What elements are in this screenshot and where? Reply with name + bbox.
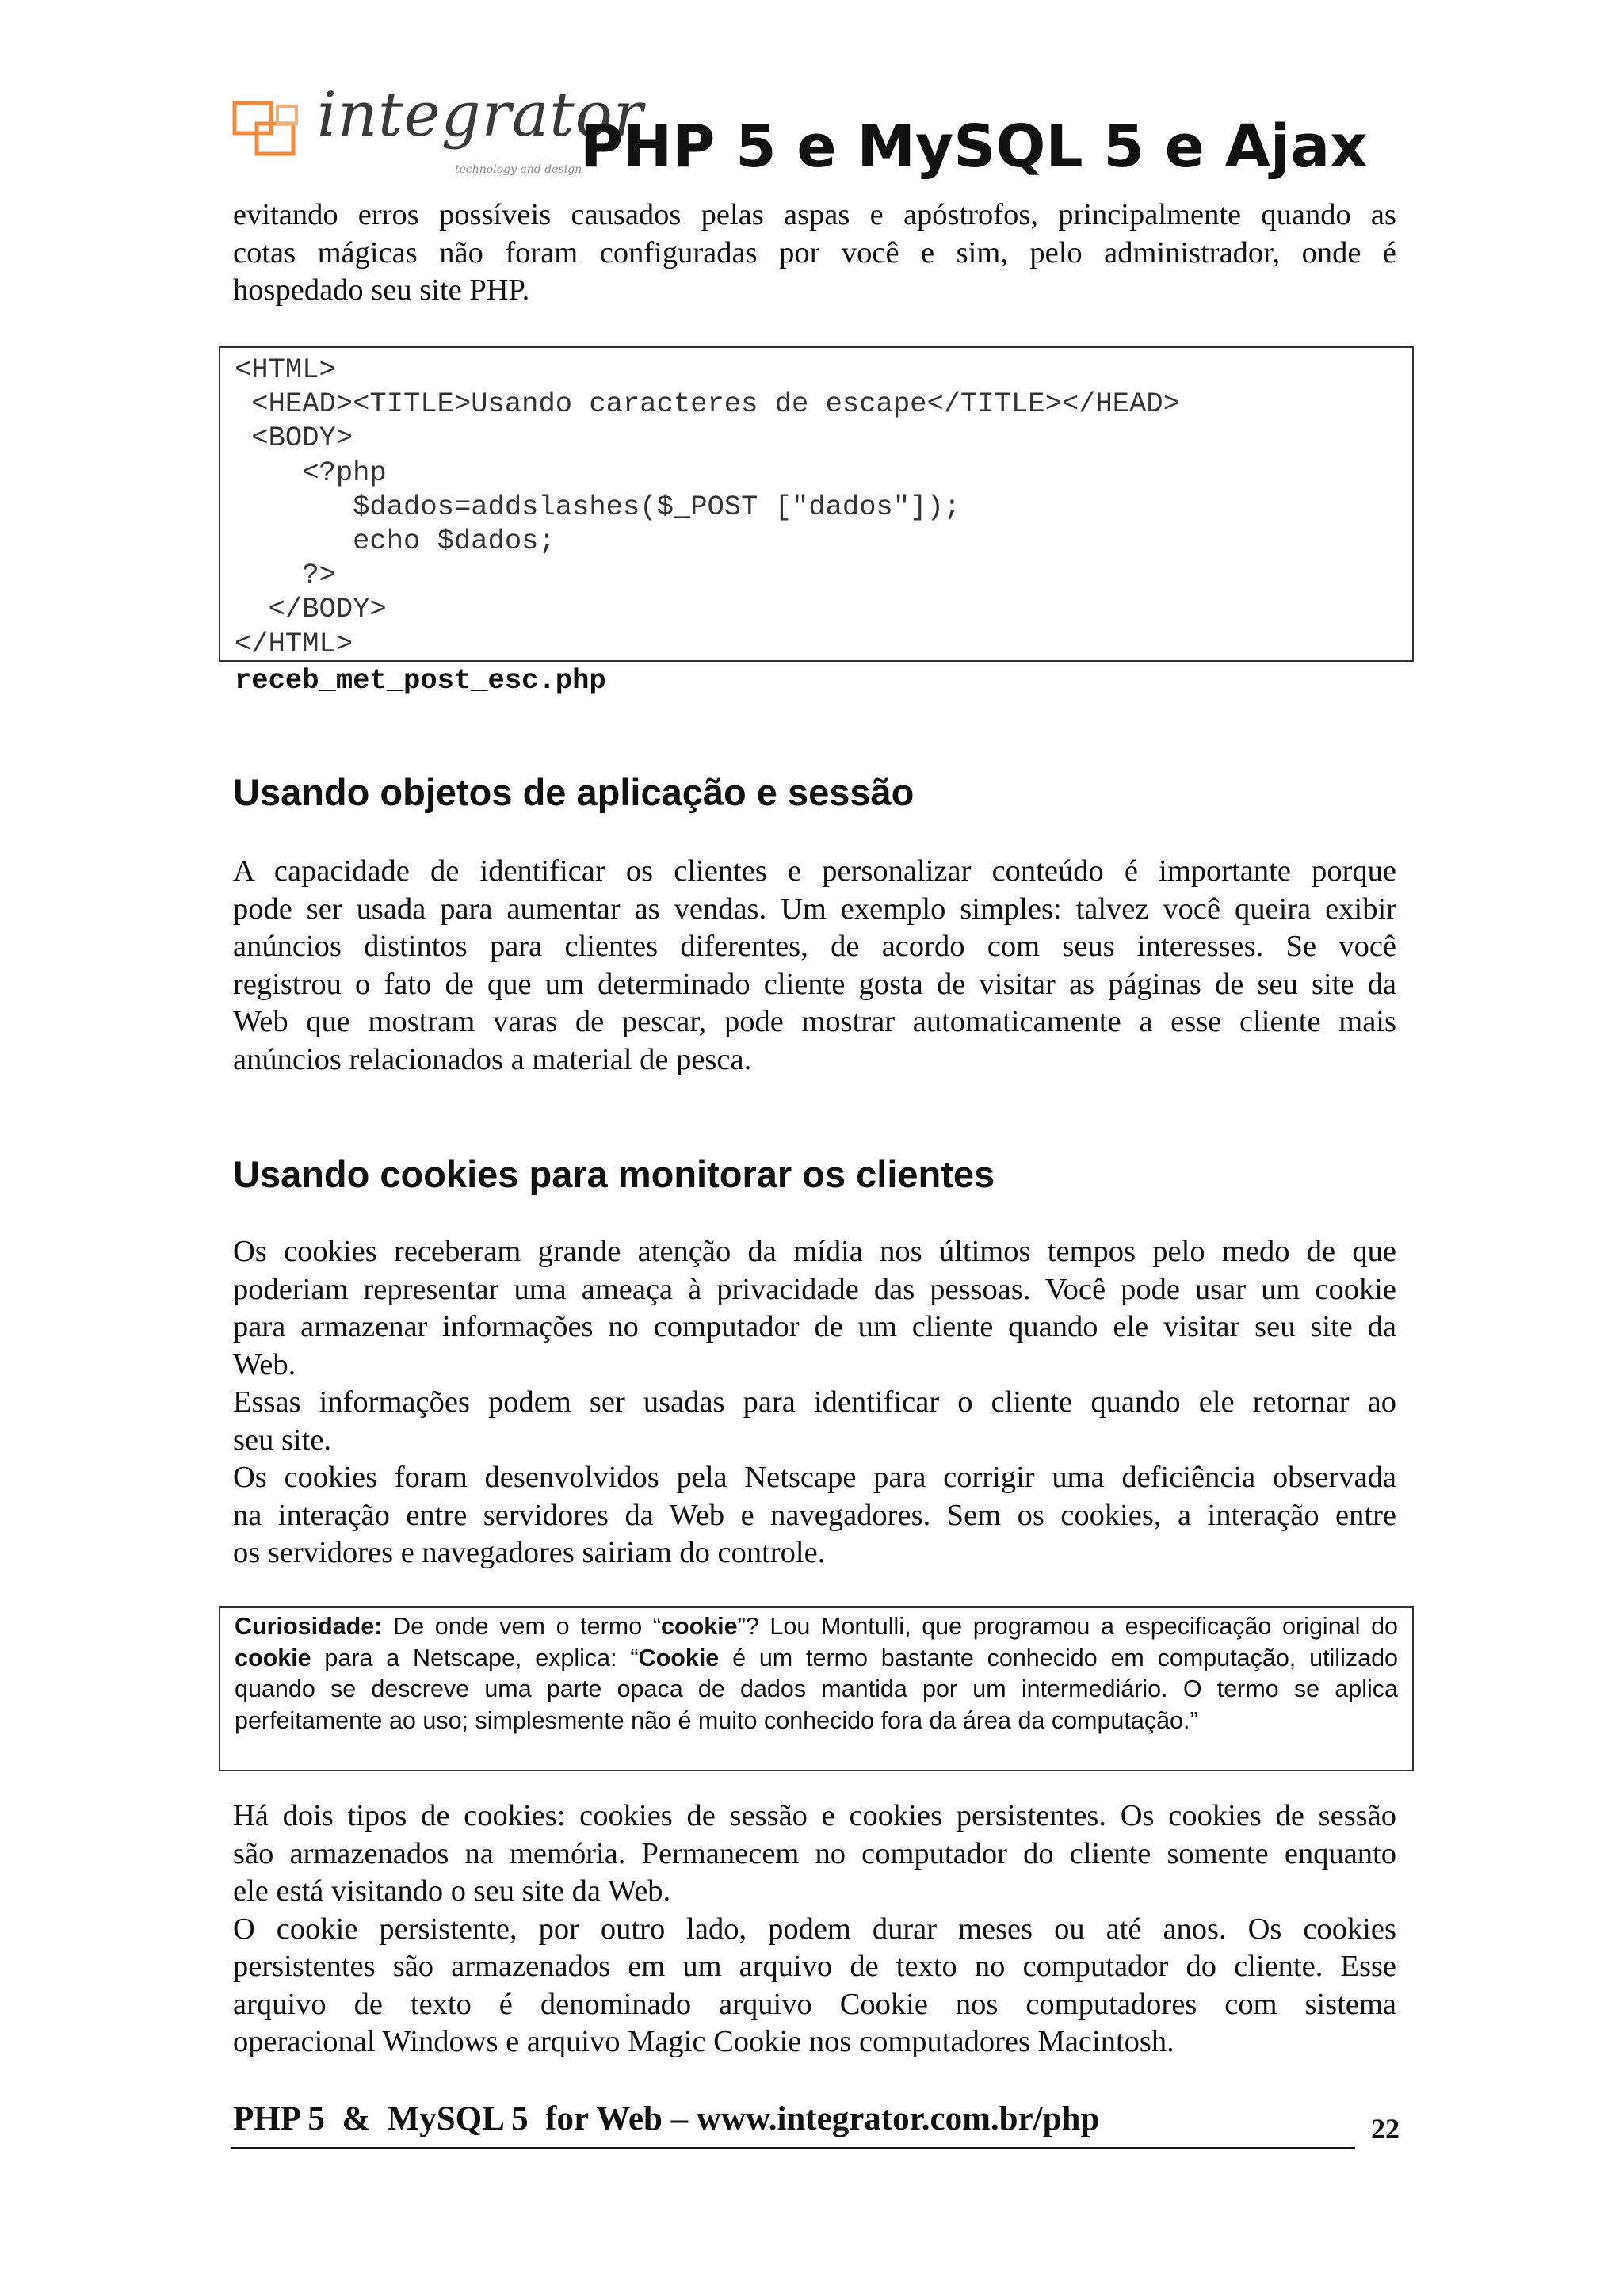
- section-heading-application-session: Usando objetos de aplicação e sessão: [233, 771, 915, 813]
- document-title: PHP 5 e MySQL 5 e Ajax: [580, 113, 1368, 181]
- paragraph-line: pode ser usada para aumentar as vendas. Um exemplo simples: talvez você queira exibir: [233, 892, 1396, 926]
- intro-line: cotas mágicas não foram configuradas por você e sim, pelo administrador, onde é: [233, 235, 1396, 269]
- paragraph-line: registrou o fato de que um determinado cliente gosta de visitar as páginas de seu site da: [233, 967, 1396, 1001]
- paragraph-line: Web que mostram varas de pescar, pode mostrar automaticamente a esse cliente mais: [233, 1005, 1396, 1038]
- curiosity-note-box: [219, 1606, 1414, 1771]
- paragraph-line: Web.: [233, 1347, 296, 1381]
- paragraph-line: são armazenados na memória. Permanecem no computador do cliente somente enquanto: [233, 1836, 1396, 1870]
- paragraph-line: Há dois tipos de cookies: cookies de sessão e cookies persistentes. Os cookies de sessão: [233, 1799, 1396, 1832]
- note-text: para a Netscape, explica: “: [311, 1644, 639, 1671]
- note-bold-term: Cookie: [638, 1644, 720, 1671]
- intro-paragraph: [233, 197, 1396, 310]
- paragraph-line: anúncios relacionados a material de pesca.: [233, 1042, 752, 1076]
- paragraph-line: para armazenar informações no computador de um cliente quando ele visitar seu site da: [233, 1310, 1396, 1343]
- curiosity-label: Curiosidade:: [235, 1613, 383, 1640]
- paragraph-line: operacional Windows e arquivo Magic Cookie nos computadores Macintosh.: [233, 2025, 1174, 2058]
- footer-divider: [231, 2147, 1355, 2149]
- paragraph-line: os servidores e navegadores sairiam do controle.: [233, 1536, 826, 1569]
- curiosity-note-text: [235, 1611, 1398, 1736]
- section2-paragraph: [233, 1233, 1396, 1572]
- note-text: De onde vem o termo “: [382, 1613, 661, 1640]
- paragraph-line: na interação entre servidores da Web e navegadores. Sem os cookies, a interação entre: [233, 1498, 1396, 1532]
- paragraph-line: poderiam representar uma ameaça à privacidade das pessoas. Você pode usar um cookie: [233, 1272, 1396, 1306]
- paragraph-line: ele está visitando o seu site da Web.: [233, 1874, 671, 1908]
- paragraph-line: anúncios distintos para clientes diferentes, de acordo com seus interesses. Se você: [233, 930, 1396, 963]
- intro-line: evitando erros possíveis causados pelas aspas e apóstrofos, principalmente quando as: [233, 198, 1396, 231]
- paragraph-line: arquivo de texto é denominado arquivo Cookie nos computadores com sistema: [233, 1987, 1396, 2021]
- section-heading-cookies: Usando cookies para monitorar os clientes: [233, 1153, 995, 1195]
- note-text: é um termo bastante conhecido em computação, utilizado quando se descreve uma parte opaca de dados mantida por um intermediário. O termo se aplica perfeitamente ao uso; simplesmente não é muito conhecido fora da área da computação.”: [235, 1644, 1398, 1734]
- code-listing: <HTML> <HEAD><TITLE>Usando caracteres de escape</TITLE></HEAD> <BODY> <?php $dados=addslashes($_POST ["dados"]); echo $dados; ?> </BODY> </HTML>: [235, 353, 1180, 660]
- paragraph-line: seu site.: [233, 1423, 332, 1457]
- intro-line: hospedado seu site PHP.: [233, 273, 530, 307]
- footer-text: PHP 5 & MySQL 5 for Web – www.integrator.com.br/php: [233, 2100, 1100, 2137]
- page-number: 22: [1371, 2113, 1400, 2145]
- paragraph-line: persistentes são armazenados em um arquivo de texto no computador do cliente. Esse: [233, 1950, 1396, 1983]
- paragraph-line: A capacidade de identificar os clientes e personalizar conteúdo é importante porque: [233, 854, 1396, 888]
- paragraph-line: O cookie persistente, por outro lado, podem durar meses ou até anos. Os cookies: [233, 1912, 1396, 1946]
- integrator-logo: [231, 79, 643, 184]
- note-text: ”? Lou Montulli, que programou a especificação original do: [737, 1613, 1398, 1640]
- paragraph-line: Os cookies receberam grande atenção da mídia nos últimos tempos pelo medo de que: [233, 1235, 1396, 1268]
- code-filename-caption: receb_met_post_esc.php: [235, 664, 606, 697]
- section1-paragraph: [233, 853, 1396, 1079]
- section3-paragraph: [233, 1797, 1396, 2061]
- note-bold-term: cookie: [235, 1644, 311, 1671]
- code-listing-box: [219, 346, 1414, 662]
- logo-text: integrator: [317, 79, 643, 151]
- paragraph-line: Os cookies foram desenvolvidos pela Netscape para corrigir uma deficiência observada: [233, 1461, 1396, 1494]
- paragraph-line: Essas informações podem ser usadas para identificar o cliente quando ele retornar ao: [233, 1385, 1396, 1419]
- logo-tagline: technology and design: [455, 163, 582, 176]
- note-bold-term: cookie: [661, 1613, 738, 1640]
- logo-squares-icon: [231, 100, 304, 163]
